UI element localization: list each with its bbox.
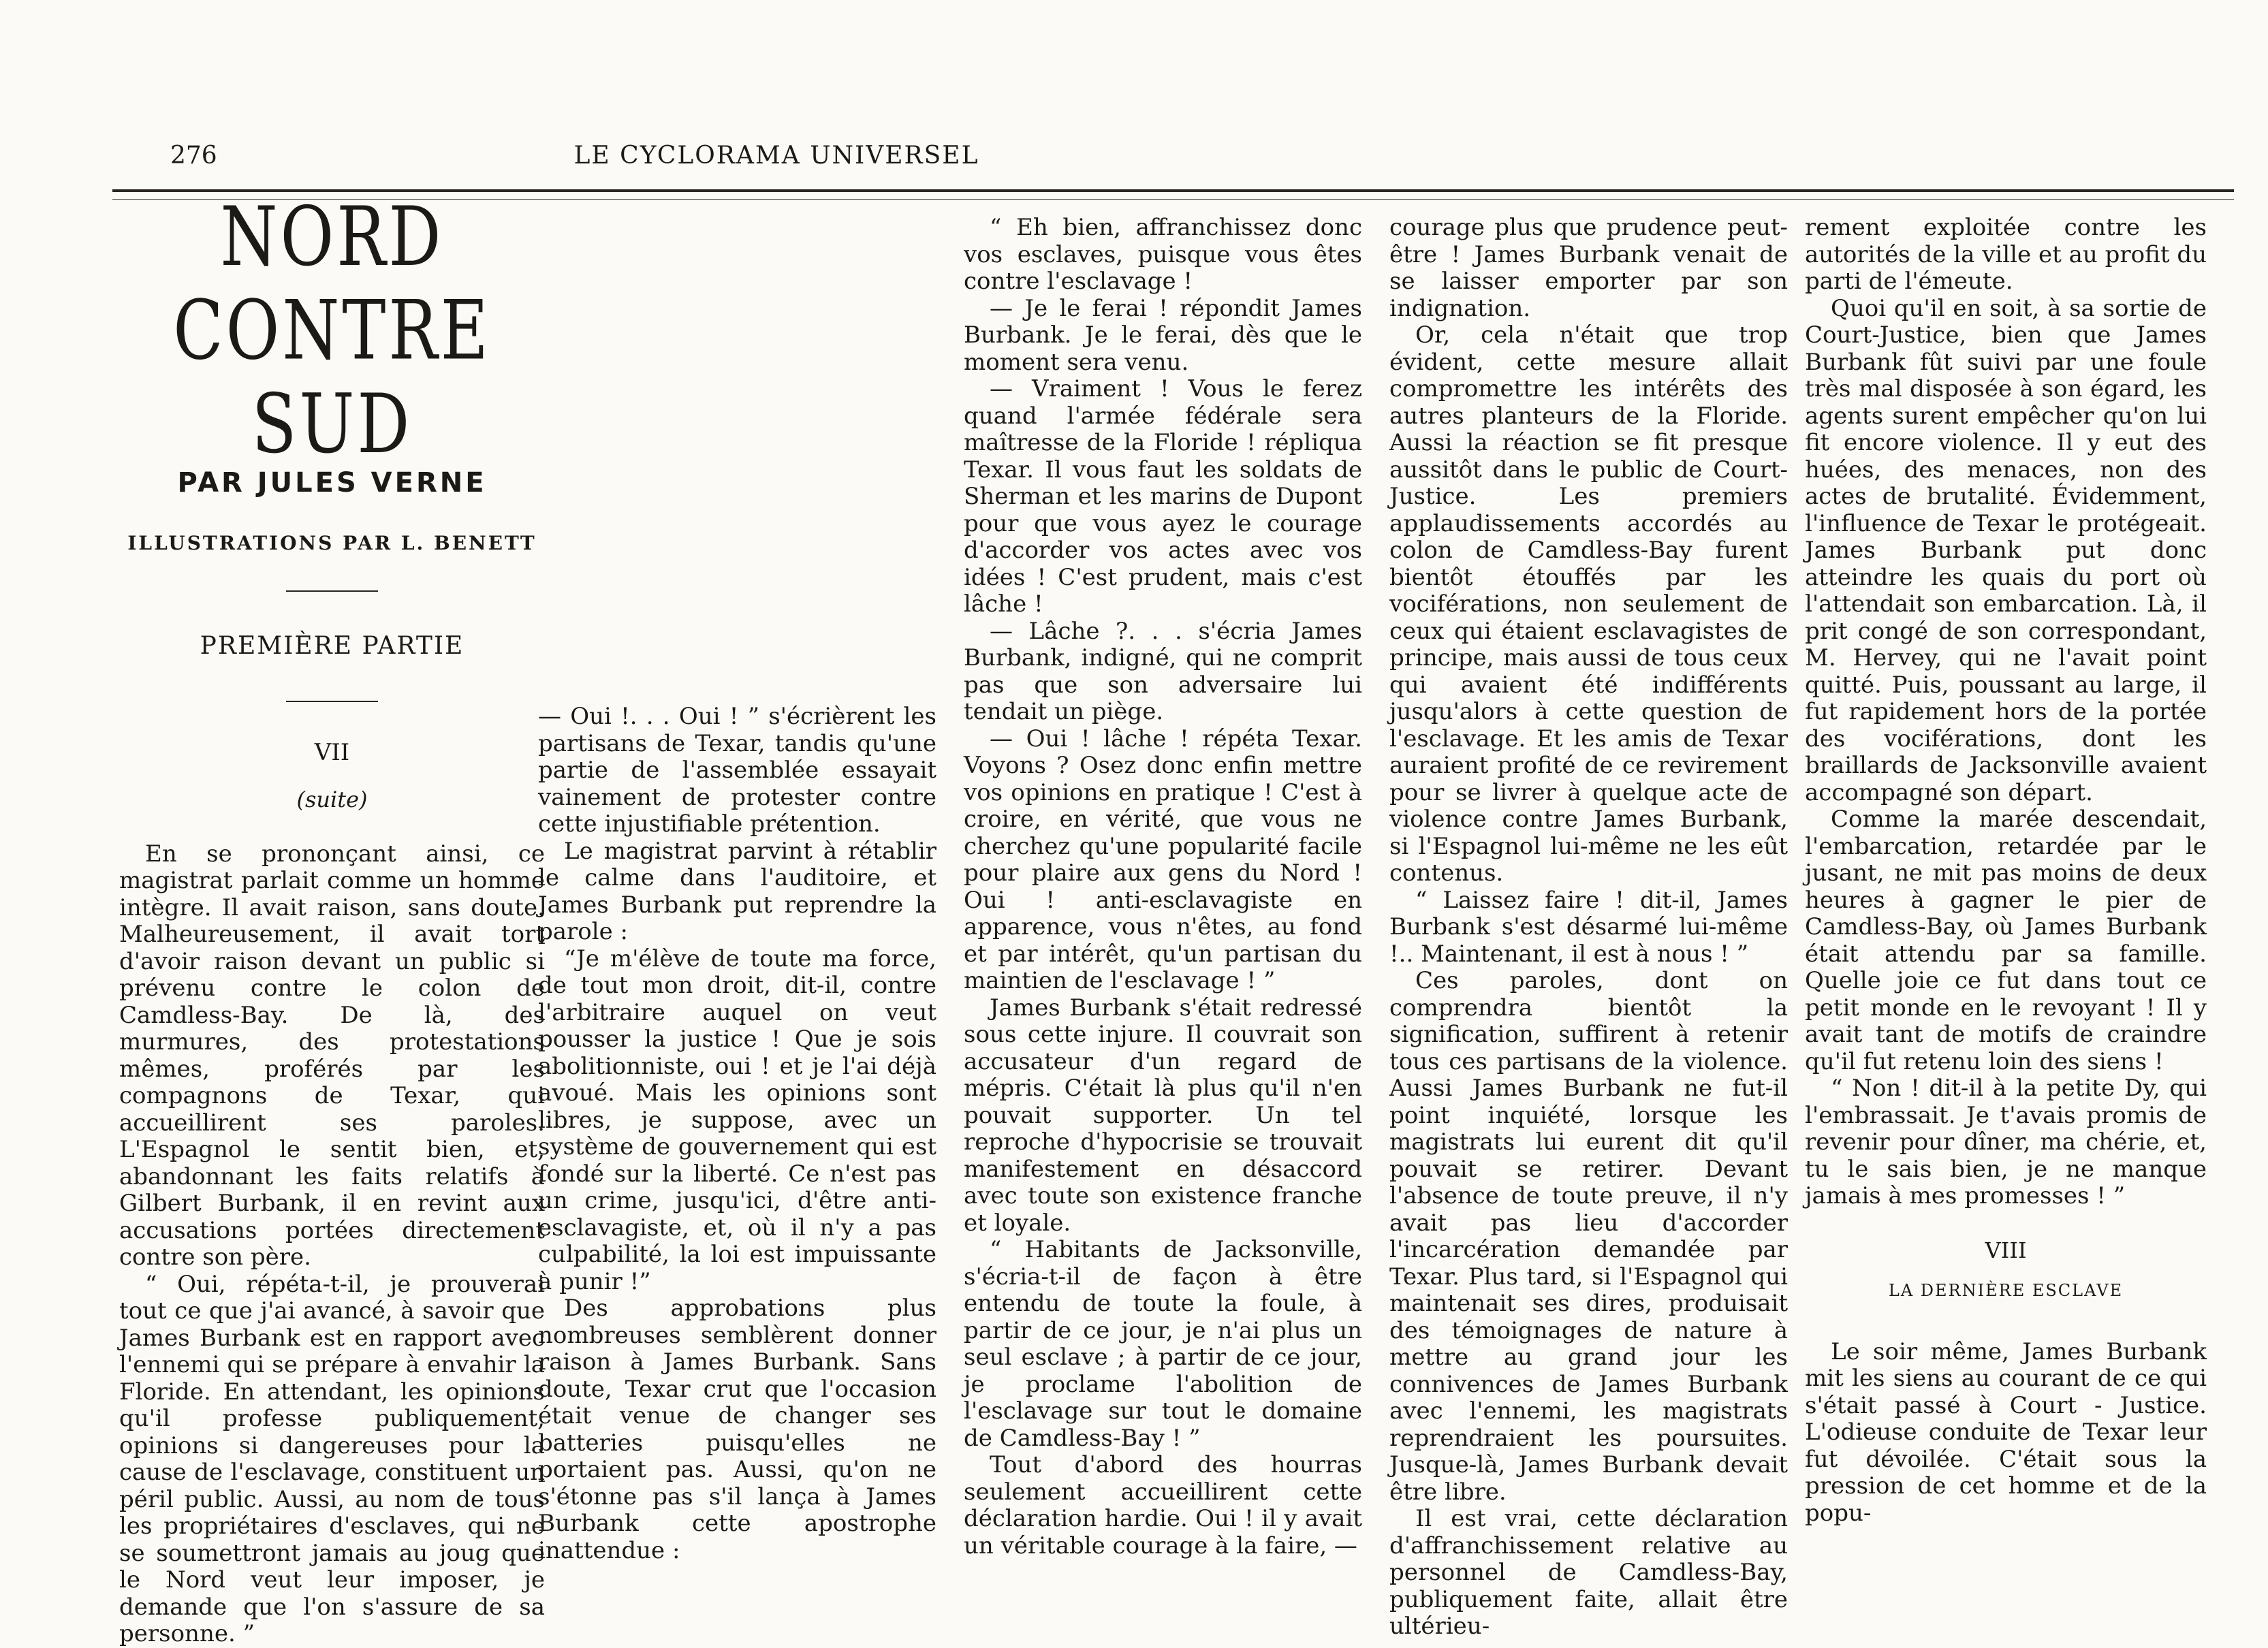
column-2 [538,703,936,1564]
paragraph: rement exploitée contre les autorités de la ville et au profit du parti de l'émeute. [1805,214,2207,295]
paragraph: Le soir même, James Burbank mit les siens au courant de ce qui s'était passé à Court - Justice. L'odieuse conduite de Texar leur fut dévoilée. C'était sous la pression de cet homme et de la popu- [1805,1337,2207,1527]
illustrator-credit: ILLUSTRATIONS PAR L. BENETT [127,531,537,554]
divider [286,590,378,592]
paragraph: Il est vrai, cette déclaration d'affranchissement relative au personnel de Camdless-Bay, publiquement faite, allait être ultérieu- [1389,1505,1788,1640]
chapter-suite: (suite) [296,787,368,812]
title-block [119,189,545,814]
paragraph: “ Habitants de Jacksonville, s'écria-t-il de façon à être entendu de toute la foule, à partir de ce jour, je n'ai plus un seul esclave ; à partir de ce jour, je proclame l'abolition de l'esclavage sur tout le domaine de Camdless-Bay ! ” [964,1236,1362,1452]
paragraph: “ Eh bien, affranchissez donc vos esclaves, puisque vous êtes contre l'esclavage ! [964,214,1362,295]
paragraph: — Je le ferai ! répondit James Burbank. Je le ferai, dès que le moment sera venu. [964,294,1362,376]
divider [286,701,378,702]
paragraph: — Vraiment ! Vous le ferez quand l'armée fédérale sera maîtresse de la Floride ! répliqua Texar. Il vous faut les soldats de Sherman et les marins de Dupont pour que vous ayez le courage d'accorder vos actes avec vos idées ! C'est prudent, mais c'est lâche ! [964,375,1362,618]
column-3 [964,215,1362,1559]
chapter-title: LA DERNIÈRE ESCLAVE [1888,1281,2124,1300]
paragraph: — Lâche ?. . . s'écria James Burbank, indigné, qui ne comprit pas que son adversaire lui tendait un piège. [964,617,1362,725]
paragraph: En se prononçant ainsi, ce magistrat parlait comme un homme intègre. Il avait raison, sans doute. Malheureusement, il avait tort d'avoir raison devant un public si prévenu contre le colon de Camdless-Bay. De là, des murmures, des protestations mêmes, proférés par les compagnons de Texar, qui accueillirent ses paroles. L'Espagnol le sentit bien, et, abandonnant les faits relatifs à Gilbert Burbank, il en revint aux accusations portées directement contre son père. [119,840,545,1271]
paragraph: courage plus que prudence peut-être ! James Burbank venait de se laisser emporter par son indignation. [1389,214,1788,322]
page-number: 276 [170,142,217,170]
running-title: LE CYCLORAMA UNIVERSEL [573,142,979,170]
paragraph: “Je m'élève de toute ma force, de tout mon droit, dit-il, contre l'arbitraire auquel on veut pousser la justice ! Que je sois abolitionniste, oui ! et je l'ai déjà avoué. Mais les opinions sont libres, je suppose, avec un système de gouvernement qui est fondé sur la liberté. Ce n'est pas un crime, jusqu'ici, d'être anti-esclavagiste, et, où il n'y a pas culpabilité, la loi est impuissante à punir !” [538,945,936,1295]
paragraph: “ Non ! dit-il à la petite Dy, qui l'embrassait. Je t'avais promis de revenir pour dîner, ma chérie, et, tu le sais bien, je ne manque jamais à mes promesses ! ” [1805,1075,2207,1209]
byline: PAR JULES VERNE [177,467,487,498]
paragraph: James Burbank s'était redressé sous cette injure. Il couvrait son accusateur d'un regard de mépris. C'était là plus qu'il n'en pouvait supporter. Un tel reproche d'hypocrisie se trouvait manifestement en désaccord avec toute son existence franche et loyale. [964,994,1362,1237]
paragraph: Tout d'abord des hourras seulement accueillirent cette déclaration hardie. Oui ! il y avait un véritable courage à la faire, — [964,1451,1362,1559]
paragraph: Ces paroles, dont on comprendra bientôt la signification, suffirent à retenir tous ces partisans de la violence. Aussi James Burbank ne fut-il point inquiété, lorsque les magistrats lui eurent dit qu'il pouvait se retirer. Devant l'absence de toute preuve, il n'y avait pas lieu d'accorder l'incarcération demandée par Texar. Plus tard, si l'Espagnol qui maintenait ses dires, produisait des témoignages de nature à mettre au grand jour les connivences de James Burbank avec l'ennemi, les magistrats reprendraient les poursuites. Jusque-là, James Burbank devait être libre. [1389,967,1788,1506]
paragraph: Quoi qu'il en soit, à sa sortie de Court-Justice, bien que James Burbank fût suivi par une foule très mal disposée à son égard, les agents surent empêcher qu'on lui fit encore violence. Il y eut des huées, des menaces, non des actes de brutalité. Évidemment, l'influence de Texar le protégeait. James Burbank put donc atteindre les quais du port où l'attendait son embarcation. Là, il prit congé de son correspondant, M. Hervey, qui ne l'avait point quitté. Puis, poussant au large, il fut rapidement hors de la portée des vociférations, dont les braillards de Jacksonville avaient accompagné son départ. [1805,294,2207,806]
page-header [170,142,1383,176]
paragraph: “ Oui, répéta-t-il, je prouverai tout ce que j'ai avancé, à savoir que James Burbank est en rapport avec l'ennemi qui se prépare à envahir la Floride. En attendant, les opinions qu'il professe publiquement, opinions si dangereuses pour la cause de l'esclavage, constituent un péril public. Aussi, au nom de tous les propriétaires d'esclaves, qui ne se soumettront jamais au joug que le Nord veut leur imposer, je demande que l'on s'assure de sa personne. ” [119,1270,545,1647]
column-5 [1805,215,2207,1527]
part-heading: PREMIÈRE PARTIE [200,632,464,660]
paragraph: “ Laissez faire ! dit-il, James Burbank s'est désarmé lui-même !.. Maintenant, il est à nous ! ” [1389,886,1788,968]
paragraph: Des approbations plus nombreuses semblèrent donner raison à James Burbank. Sans doute, Texar crut que l'occasion était venue de changer ses batteries puisqu'elles ne portaient pas. Aussi, qu'on ne s'étonne pas s'il lança à James Burbank cette apostrophe inattendue : [538,1295,936,1564]
column-1 [119,189,545,1648]
paragraph: — Oui !. . . Oui ! ” s'écrièrent les partisans de Texar, tandis qu'une partie de l'assemblée essayait vainement de protester contre cette injustifiable prétention. [538,703,936,838]
chapter-number: VIII [1985,1237,2027,1263]
paragraph: Comme la marée descendait, l'embarcation, retardée par le jusant, ne mit pas moins de deux heures à gagner le pier de Camdless-Bay, où James Burbank était attendu par sa famille. Quelle joie ce fut dans tout ce petit monde en le revoyant ! Il y avait tant de motifs de craindre qu'il fut retenu loin des siens ! [1805,806,2207,1075]
paragraph: Or, cela n'était que trop évident, cette mesure allait compromettre les intérêts des autres planteurs de la Floride. Aussi la réaction se fit presque aussitôt dans le public de Court-Justice. Les premiers applaudissements accordés au colon de Camdless-Bay furent bientôt étouffés par les vociférations, non seulement de ceux qui étaient esclavagistes de principe, mais aussi de tous ceux qui avaient été indifférents jusqu'alors à cette question de l'esclavage. Et les amis de Texar auraient profité de ce revirement pour se livrer à quelque acte de violence contre James Burbank, si l'Espagnol lui-même ne les eût contenus. [1389,321,1788,887]
paragraph: Le magistrat parvint à rétablir le calme dans l'auditoire, et James Burbank put reprendre la parole : [538,837,936,945]
column-4 [1389,215,1788,1641]
chapter-number: VII [314,738,350,766]
paragraph: — Oui ! lâche ! répéta Texar. Voyons ? Osez donc enfin mettre vos opinions en pratique ! C'est à croire, en vérité, que vous ne cherchez qu'une popularité facile pour plaire aux gens du Nord ! Oui ! anti-esclavagiste en apparence, vous n'êtes, au fond et par intérêt, qu'un partisan du maintien de l'esclavage ! ” [964,725,1362,994]
article-title: NORD CONTRE SUD [173,189,491,472]
